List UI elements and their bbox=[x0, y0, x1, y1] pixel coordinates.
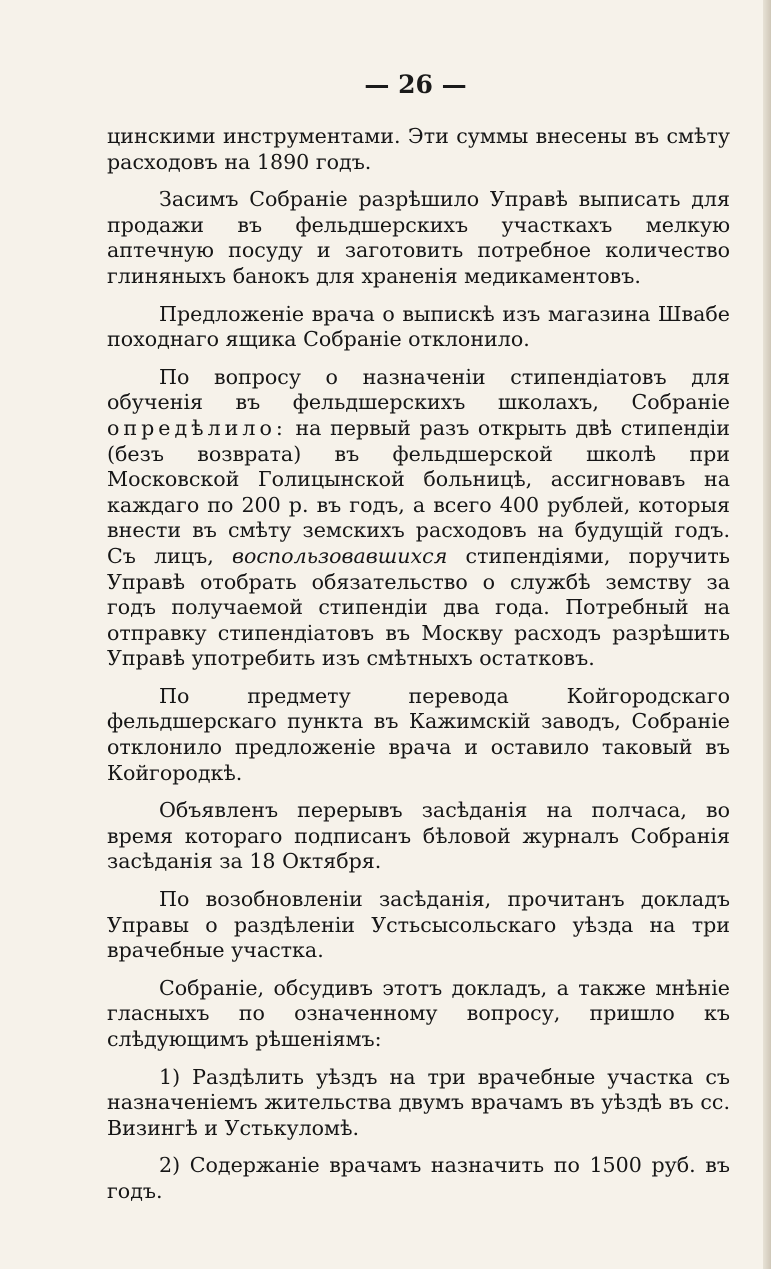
paragraph-6: Объявленъ перерывъ засѣданія на полчаса, во время котораго подписанъ бѣловой журналъ Собранія засѣданія за 18 Октября. bbox=[107, 798, 730, 874]
paragraph-4-spaced-word: опредѣлило: bbox=[107, 415, 287, 440]
paragraph-3: Предложеніе врача о выпискѣ изъ магазина Швабе походнаго ящика Собраніе отклонило. bbox=[107, 301, 730, 352]
page-edge bbox=[763, 0, 771, 1269]
paragraph-2: Засимъ Собраніе разрѣшило Управѣ выписать для продажи въ фельдшерскихъ участкахъ мелкую аптечную посуду и заготовить потребное количество глиняныхъ банокъ для храненія медикаментовъ. bbox=[107, 187, 730, 288]
page-number: — 26 — bbox=[364, 70, 467, 99]
paragraph-4-part-a: По вопросу о назначеніи стипендіатовъ для обученія въ фельдшерскихъ школахъ, Собраніе bbox=[107, 364, 730, 415]
paragraph-1: цинскими инструментами. Эти суммы внесены въ смѣту расходовъ на 1890 годъ. bbox=[107, 124, 730, 174]
paragraph-4-part-b: на первый разъ открыть двѣ стипендіи (безъ возврата) въ фельдшерской школѣ при Московской Голицынской больницѣ, ассигновавъ на каждаго по 200 р. въ годъ, а всего 400 рублей, которыя внести въ смѣту земскихъ расходовъ на будущій годъ. Съ лицъ, bbox=[107, 415, 730, 568]
paragraph-9: 1) Раздѣлить уѣздъ на три врачебные участка съ назначеніемъ жительства двумъ врачамъ въ уѣздѣ въ сс. Визингѣ и Устькуломѣ. bbox=[107, 1064, 730, 1140]
paragraph-4 bbox=[107, 365, 730, 672]
paragraph-5: По предмету перевода Койгородскаго фельдшерскаго пункта въ Кажимскій заводъ, Собраніе отклонило предложеніе врача и оставило таковый въ Койгородкѣ. bbox=[107, 683, 730, 785]
paragraph-10: 2) Содержаніе врачамъ назначить по 1500 руб. въ годъ. bbox=[107, 1153, 730, 1203]
paragraph-4-italic-word: воспользовавшихся bbox=[232, 543, 448, 568]
paragraph-7: По возобновленіи засѣданія, прочитанъ докладъ Управы о раздѣленіи Устьсысольскаго уѣзда на три врачебные участка. bbox=[107, 887, 730, 963]
paragraph-4-part-c: стипендіями, поручить Управѣ отобрать обязательство о службѣ земству за годъ получаемой стипендіи два года. Потребный на отправку стипендіатовъ въ Москву расходъ разрѣшить Управѣ употребить изъ смѣтныхъ остатковъ. bbox=[107, 543, 730, 671]
paragraph-8: Собраніе, обсудивъ этотъ докладъ, а также мнѣніе гласныхъ по означенному вопросу, пришло къ слѣдующимъ рѣшеніямъ: bbox=[107, 975, 730, 1051]
document-body bbox=[107, 124, 730, 1217]
